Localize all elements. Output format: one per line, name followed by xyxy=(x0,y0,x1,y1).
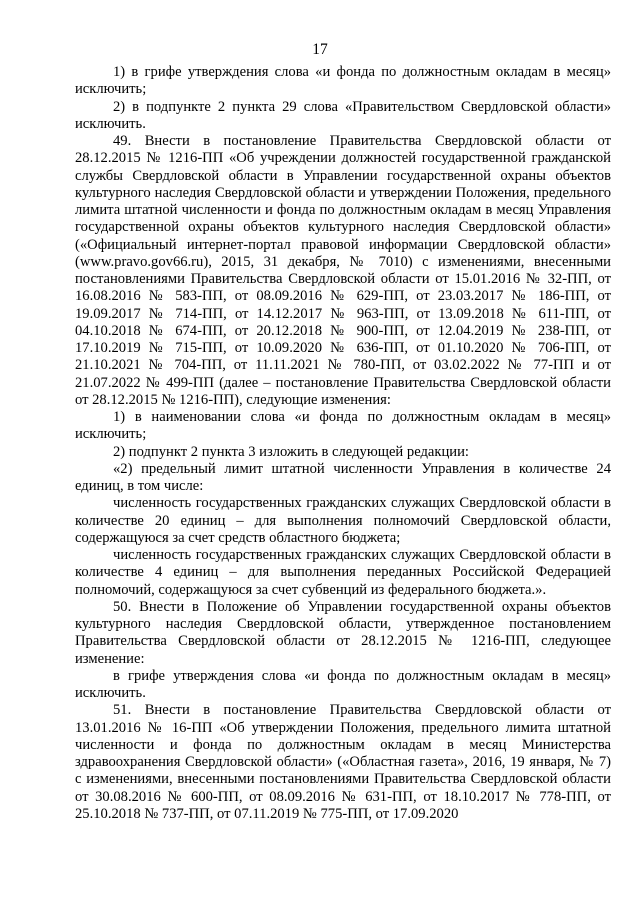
paragraph-section-50: 50. Внести в Положение об Управлении государственной охраны объектов культурного наследия Свердловской области, утвержденное постановлением Правительства Свердловской области от 28.12.2015 № 1216-ПП, следующее изменение: xyxy=(75,598,611,667)
paragraph-section-49: 49. Внести в постановление Правительства Свердловской области от 28.12.2015 № 1216-ПП «Об учреждении должностей государственной гражданской службы Свердловской области в Управлении государственной охраны объектов культурного наследия Свердловской области и утверждении Положения, предельного лимита штатной численности и фонда по должностным окладам в месяц Управления государственной охраны объектов культурного наследия Свердловской области» («Официальный интернет-портал правовой информации Свердловской области» (www.pravo.gov66.ru), 2015, 31 декабря, № 7010) с изменениями, внесенными постановлениями Правительства Свердловской области от 15.01.2016 № 32-ПП, от 16.08.2016 № 583-ПП, от 08.09.2016 № 629-ПП, от 23.03.2017 № 186-ПП, от 19.09.2017 № 714-ПП, от 14.12.2017 № 963-ПП, от 13.09.2018 № 611-ПП, от 04.10.2018 № 674-ПП, от 20.12.2018 № 900-ПП, от 12.04.2019 № 238-ПП, от 17.10.2019 № 715-ПП, от 10.09.2020 № 636-ПП, от 01.10.2020 № 706-ПП, от 21.10.2021 № 704-ПП, от 11.11.2021 № 780-ПП, от 03.02.2022 № 77-ПП и от 21.07.2022 № 499-ПП (далее – постановление Правительства Свердловской области от 28.12.2015 № 1216-ПП), следующие изменения: xyxy=(75,133,611,408)
paragraph-section-49-item-2: 2) подпункт 2 пункта 3 изложить в следующей редакции: xyxy=(113,443,469,460)
paragraph-quoted-regional-staff: численность государственных гражданских служащих Свердловской области в количестве 20 единиц – для выполнения полномочий Свердловской области, содержащуюся за счет средств областного бюджета; xyxy=(75,495,611,546)
paragraph-item-1-clause: 1) в грифе утверждения слова «и фонда по должностным окладам в месяц» исключить; xyxy=(75,64,611,98)
document-body xyxy=(75,64,611,823)
paragraph-section-51: 51. Внести в постановление Правительства Свердловской области от 13.01.2016 № 16-ПП «Об утверждении Положения, предельного лимита штатной численности и фонда по должностным окладам в месяц Министерства здравоохранения Свердловской области» («Областная газета», 2016, 19 января, № 7) с изменениями, внесенными постановлениями Правительства Свердловской области от 30.08.2016 № 600-ПП, от 08.09.2016 № 631-ПП, от 18.10.2017 № 778-ПП, от 25.10.2018 № 737-ПП, от 07.11.2019 № 775-ПП, от 17.09.2020 xyxy=(75,702,611,822)
paragraph-section-50-change: в грифе утверждения слова «и фонда по должностным окладам в месяц» исключить. xyxy=(75,667,611,701)
paragraph-quoted-federal-staff: численность государственных гражданских служащих Свердловской области в количестве 4 единиц – для выполнения переданных Российской Федерацией полномочий, содержащуюся за счет субвенций из федерального бюджета.». xyxy=(75,547,611,598)
paragraph-section-49-item-1: 1) в наименовании слова «и фонда по должностным окладам в месяц» исключить; xyxy=(75,409,611,443)
paragraph-item-2-clause: 2) в подпункте 2 пункта 29 слова «Правительством Свердловской области» исключить. xyxy=(75,98,611,132)
page-number: 17 xyxy=(312,41,328,58)
paragraph-quoted-staff-limit: «2) предельный лимит штатной численности Управления в количестве 24 единиц, в том числе: xyxy=(75,460,611,494)
